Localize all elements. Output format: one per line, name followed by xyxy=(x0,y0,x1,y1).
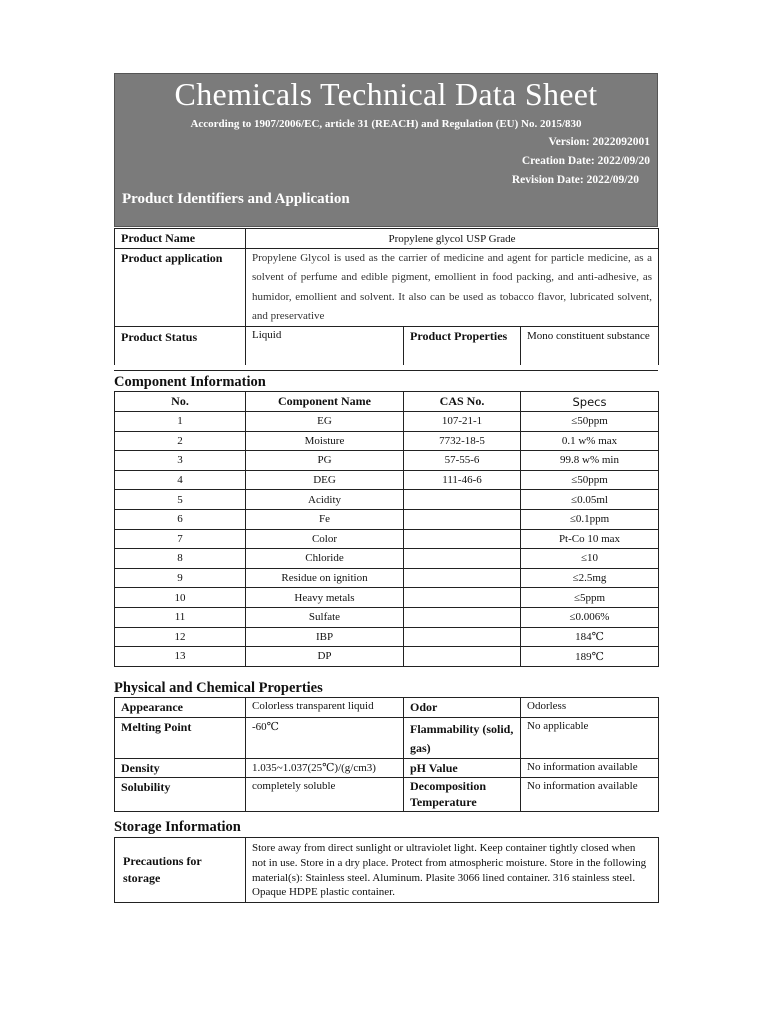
row-no: 1 xyxy=(115,412,246,432)
table-row xyxy=(115,431,659,451)
storage-precautions-value: Store away from direct sunlight or ultraviolet light. Keep container tightly closed when not in use. Store in a dry place. Protect from atmospheric moisture. Store in the following material(s): Stainless steel. Aluminum. Plasite 3066 lined container. 316 stainless steel. Opaque HDPE plastic container. xyxy=(246,838,659,903)
revision-date: Revision Date: 2022/09/20 xyxy=(511,174,639,186)
column-header-no: No. xyxy=(115,392,246,412)
component-section-title: Component Information xyxy=(114,374,266,390)
table-row xyxy=(115,451,659,471)
product-name-label: Product Name xyxy=(115,229,246,249)
flammability-value: No applicable xyxy=(521,718,659,759)
cas-number xyxy=(404,588,521,608)
component-name: Acidity xyxy=(246,490,404,510)
cas-number: 7732-18-5 xyxy=(404,431,521,451)
product-properties-value: Mono constituent substance xyxy=(521,327,659,365)
product-status-value: Liquid xyxy=(246,327,404,365)
component-name: Fe xyxy=(246,509,404,529)
storage-table xyxy=(114,837,659,903)
row-no: 6 xyxy=(115,509,246,529)
component-name: Heavy metals xyxy=(246,588,404,608)
spec-value: 99.8 w% min xyxy=(521,451,659,471)
solubility-label: Solubility xyxy=(115,778,246,812)
table-row xyxy=(115,607,659,627)
table-row xyxy=(115,490,659,510)
table-row xyxy=(115,529,659,549)
cas-number: 107-21-1 xyxy=(404,412,521,432)
melting-point-label: Melting Point xyxy=(115,718,246,759)
row-no: 4 xyxy=(115,470,246,490)
component-name: IBP xyxy=(246,627,404,647)
row-no: 7 xyxy=(115,529,246,549)
version-text: Version: 2022092001 xyxy=(548,136,650,148)
product-application-value: Propylene Glycol is used as the carrier of medicine and agent for particle medicine, as a solvent of perfume and edible pigment, emollient in food packing, and anti-adhesive, as humidor, emollient and solvent. It also can be used as tobacco flavor, lubricated solvent, and preservative xyxy=(246,249,659,327)
flammability-label: Flammability (solid, gas) xyxy=(404,718,521,759)
row-no: 8 xyxy=(115,549,246,569)
creation-date: Creation Date: 2022/09/20 xyxy=(521,155,650,167)
decomposition-value: No information available xyxy=(521,778,659,812)
solubility-value: completely soluble xyxy=(246,778,404,812)
cas-number xyxy=(404,627,521,647)
product-name-value: Propylene glycol USP Grade xyxy=(246,229,659,249)
spec-value: ≤2.5mg xyxy=(521,568,659,588)
odor-label: Odor xyxy=(404,698,521,718)
physical-section-title: Physical and Chemical Properties xyxy=(114,680,323,696)
ph-value: No information available xyxy=(521,759,659,778)
row-no: 2 xyxy=(115,431,246,451)
component-name: EG xyxy=(246,412,404,432)
product-status-label: Product Status xyxy=(115,327,246,365)
component-name: Residue on ignition xyxy=(246,568,404,588)
storage-precautions-label: Precautions for storage xyxy=(115,838,246,903)
storage-section-title: Storage Information xyxy=(114,819,241,835)
regulation-subtitle: According to 1907/2006/EC, article 31 (REACH) and Regulation (EU) No. 2015/830 xyxy=(190,118,582,130)
melting-point-value: -60℃ xyxy=(246,718,404,759)
column-header-cas: CAS No. xyxy=(404,392,521,412)
table-row xyxy=(115,509,659,529)
component-name: Moisture xyxy=(246,431,404,451)
spec-value: ≤50ppm xyxy=(521,412,659,432)
spec-value: ≤10 xyxy=(521,549,659,569)
product-properties-label: Product Properties xyxy=(404,327,521,365)
row-no: 11 xyxy=(115,607,246,627)
spec-value: Pt-Co 10 max xyxy=(521,529,659,549)
row-no: 13 xyxy=(115,647,246,667)
table-row xyxy=(115,412,659,432)
component-name: Sulfate xyxy=(246,607,404,627)
cas-number: 57-55-6 xyxy=(404,451,521,471)
cas-number xyxy=(404,568,521,588)
ph-label: pH Value xyxy=(404,759,521,778)
spec-value: ≤50ppm xyxy=(521,470,659,490)
decomposition-label: Decomposition Temperature xyxy=(404,778,521,812)
component-name: DEG xyxy=(246,470,404,490)
table-row xyxy=(115,470,659,490)
cas-number xyxy=(404,647,521,667)
spec-value: ≤0.05ml xyxy=(521,490,659,510)
spec-value: 184℃ xyxy=(521,627,659,647)
appearance-label: Appearance xyxy=(115,698,246,718)
spec-value: 0.1 w% max xyxy=(521,431,659,451)
spec-value: ≤5ppm xyxy=(521,588,659,608)
table-row xyxy=(115,627,659,647)
row-no: 10 xyxy=(115,588,246,608)
cas-number xyxy=(404,607,521,627)
component-name: PG xyxy=(246,451,404,471)
spec-value: ≤0.006% xyxy=(521,607,659,627)
table-row xyxy=(115,647,659,667)
product-identifiers-table xyxy=(114,228,659,365)
cas-number xyxy=(404,509,521,529)
section-divider xyxy=(114,370,658,371)
physical-properties-table xyxy=(114,697,659,812)
cas-number xyxy=(404,549,521,569)
cas-number: 111-46-6 xyxy=(404,470,521,490)
cas-number xyxy=(404,529,521,549)
component-name: DP xyxy=(246,647,404,667)
product-application-label: Product application xyxy=(115,249,246,327)
density-value: 1.035~1.037(25℃)/(g/cm3) xyxy=(246,759,404,778)
document-header xyxy=(114,73,658,227)
row-no: 3 xyxy=(115,451,246,471)
column-header-component-name: Component Name xyxy=(246,392,404,412)
spec-value: ≤0.1ppm xyxy=(521,509,659,529)
table-row xyxy=(115,568,659,588)
row-no: 5 xyxy=(115,490,246,510)
odor-value: Odorless xyxy=(521,698,659,718)
appearance-value: Colorless transparent liquid xyxy=(246,698,404,718)
row-no: 9 xyxy=(115,568,246,588)
table-row xyxy=(115,588,659,608)
component-name: Chloride xyxy=(246,549,404,569)
column-header-specs: Specs xyxy=(521,392,659,412)
component-table xyxy=(114,391,659,667)
cas-number xyxy=(404,490,521,510)
spec-value: 189℃ xyxy=(521,647,659,667)
table-row xyxy=(115,549,659,569)
row-no: 12 xyxy=(115,627,246,647)
density-label: Density xyxy=(115,759,246,778)
identifiers-section-title: Product Identifiers and Application xyxy=(122,191,350,207)
component-name: Color xyxy=(246,529,404,549)
document-title: Chemicals Technical Data Sheet xyxy=(174,76,598,112)
